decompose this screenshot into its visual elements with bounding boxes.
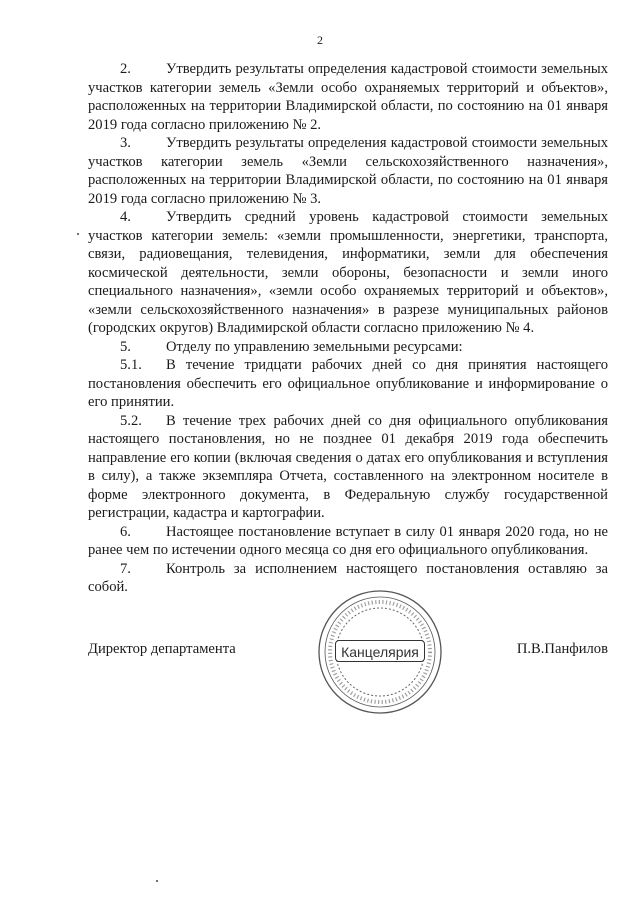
paragraph-number: 7.: [120, 560, 131, 577]
signatory-name: П.В.Панфилов: [516, 641, 608, 657]
paragraph-6: [88, 523, 608, 560]
signatory-title: Директор департамента: [88, 641, 236, 657]
paragraph-text: Утвердить результаты определения кадастровой стоимости земельных участков категории земель «Земли сельскохозяйственного назначения», расположенных на территории Владимирской области, по состоянию на 01 января 2019 года согласно приложению № 3.: [88, 135, 608, 207]
paragraph-4: [88, 208, 608, 338]
office-stamp: [316, 588, 444, 716]
paragraph-5-1: [88, 356, 608, 412]
paragraph-3: [88, 134, 608, 208]
paragraph-number: 2.: [120, 61, 131, 77]
page-number: 2: [317, 33, 323, 47]
paragraph-5: [88, 338, 608, 357]
stamp-label: Канцелярия: [335, 640, 425, 662]
paragraph-5-2: [88, 412, 608, 523]
paragraph-number: 4.: [120, 209, 131, 225]
scan-speck: [156, 880, 158, 882]
paragraph-text: Утвердить средний уровень кадастровой стоимости земельных участков категории земель: «земли промышленности, энергетики, транспорта, связи, радиовещания, телевидения, информатики, земли для обеспечения космической деятельности, земли обороны, безопасности и земли иного специального назначения», «земли особо охраняемых территорий и объектов», «земли сельскохозяйственного назначения» в разрезе муниципальных районов (городских округов) Владимирской области согласно приложению № 4.: [88, 209, 608, 336]
paragraph-number: 5.2.: [120, 412, 142, 429]
paragraph-text: В течение трех рабочих дней со дня официального опубликования настоящего постановления, но не позднее 01 декабря 2019 года обеспечить направление его копии (включая сведения о датах его опубликования и вступления в силу), а также экземпляра Отчета, составленного на электронном носителе в форме электронного документа, в Федеральную службу государственной регистрации, кадастра и картографии.: [88, 412, 608, 521]
paragraph-text: Отделу по управлению земельными ресурсами:: [166, 338, 463, 355]
paragraph-text: В течение тридцати рабочих дней со дня принятия настоящего постановления обеспечить его официальное опубликование и информирование о его принятии.: [88, 357, 608, 410]
paragraph-text: Контроль за исполнением настоящего постановления оставляю за собой.: [88, 560, 608, 595]
document-body: [88, 60, 608, 597]
paragraph-2: [88, 60, 608, 134]
paragraph-text: Утвердить результаты определения кадастровой стоимости земельных участков категории земель «Земли особо охраняемых территорий и объектов», расположенных на территории Владимирской области, по состоянию на 01 января 2019 года согласно приложению № 2.: [88, 61, 608, 133]
scan-speck: [77, 233, 79, 235]
paragraph-number: 5.: [120, 338, 131, 355]
paragraph-number: 6.: [120, 523, 131, 540]
paragraph-number: 3.: [120, 135, 131, 151]
paragraph-text: Настоящее постановление вступает в силу 01 января 2020 года, но не ранее чем по истечении одного месяца со дня его официального опубликования.: [88, 523, 608, 558]
paragraph-number: 5.1.: [120, 357, 142, 373]
